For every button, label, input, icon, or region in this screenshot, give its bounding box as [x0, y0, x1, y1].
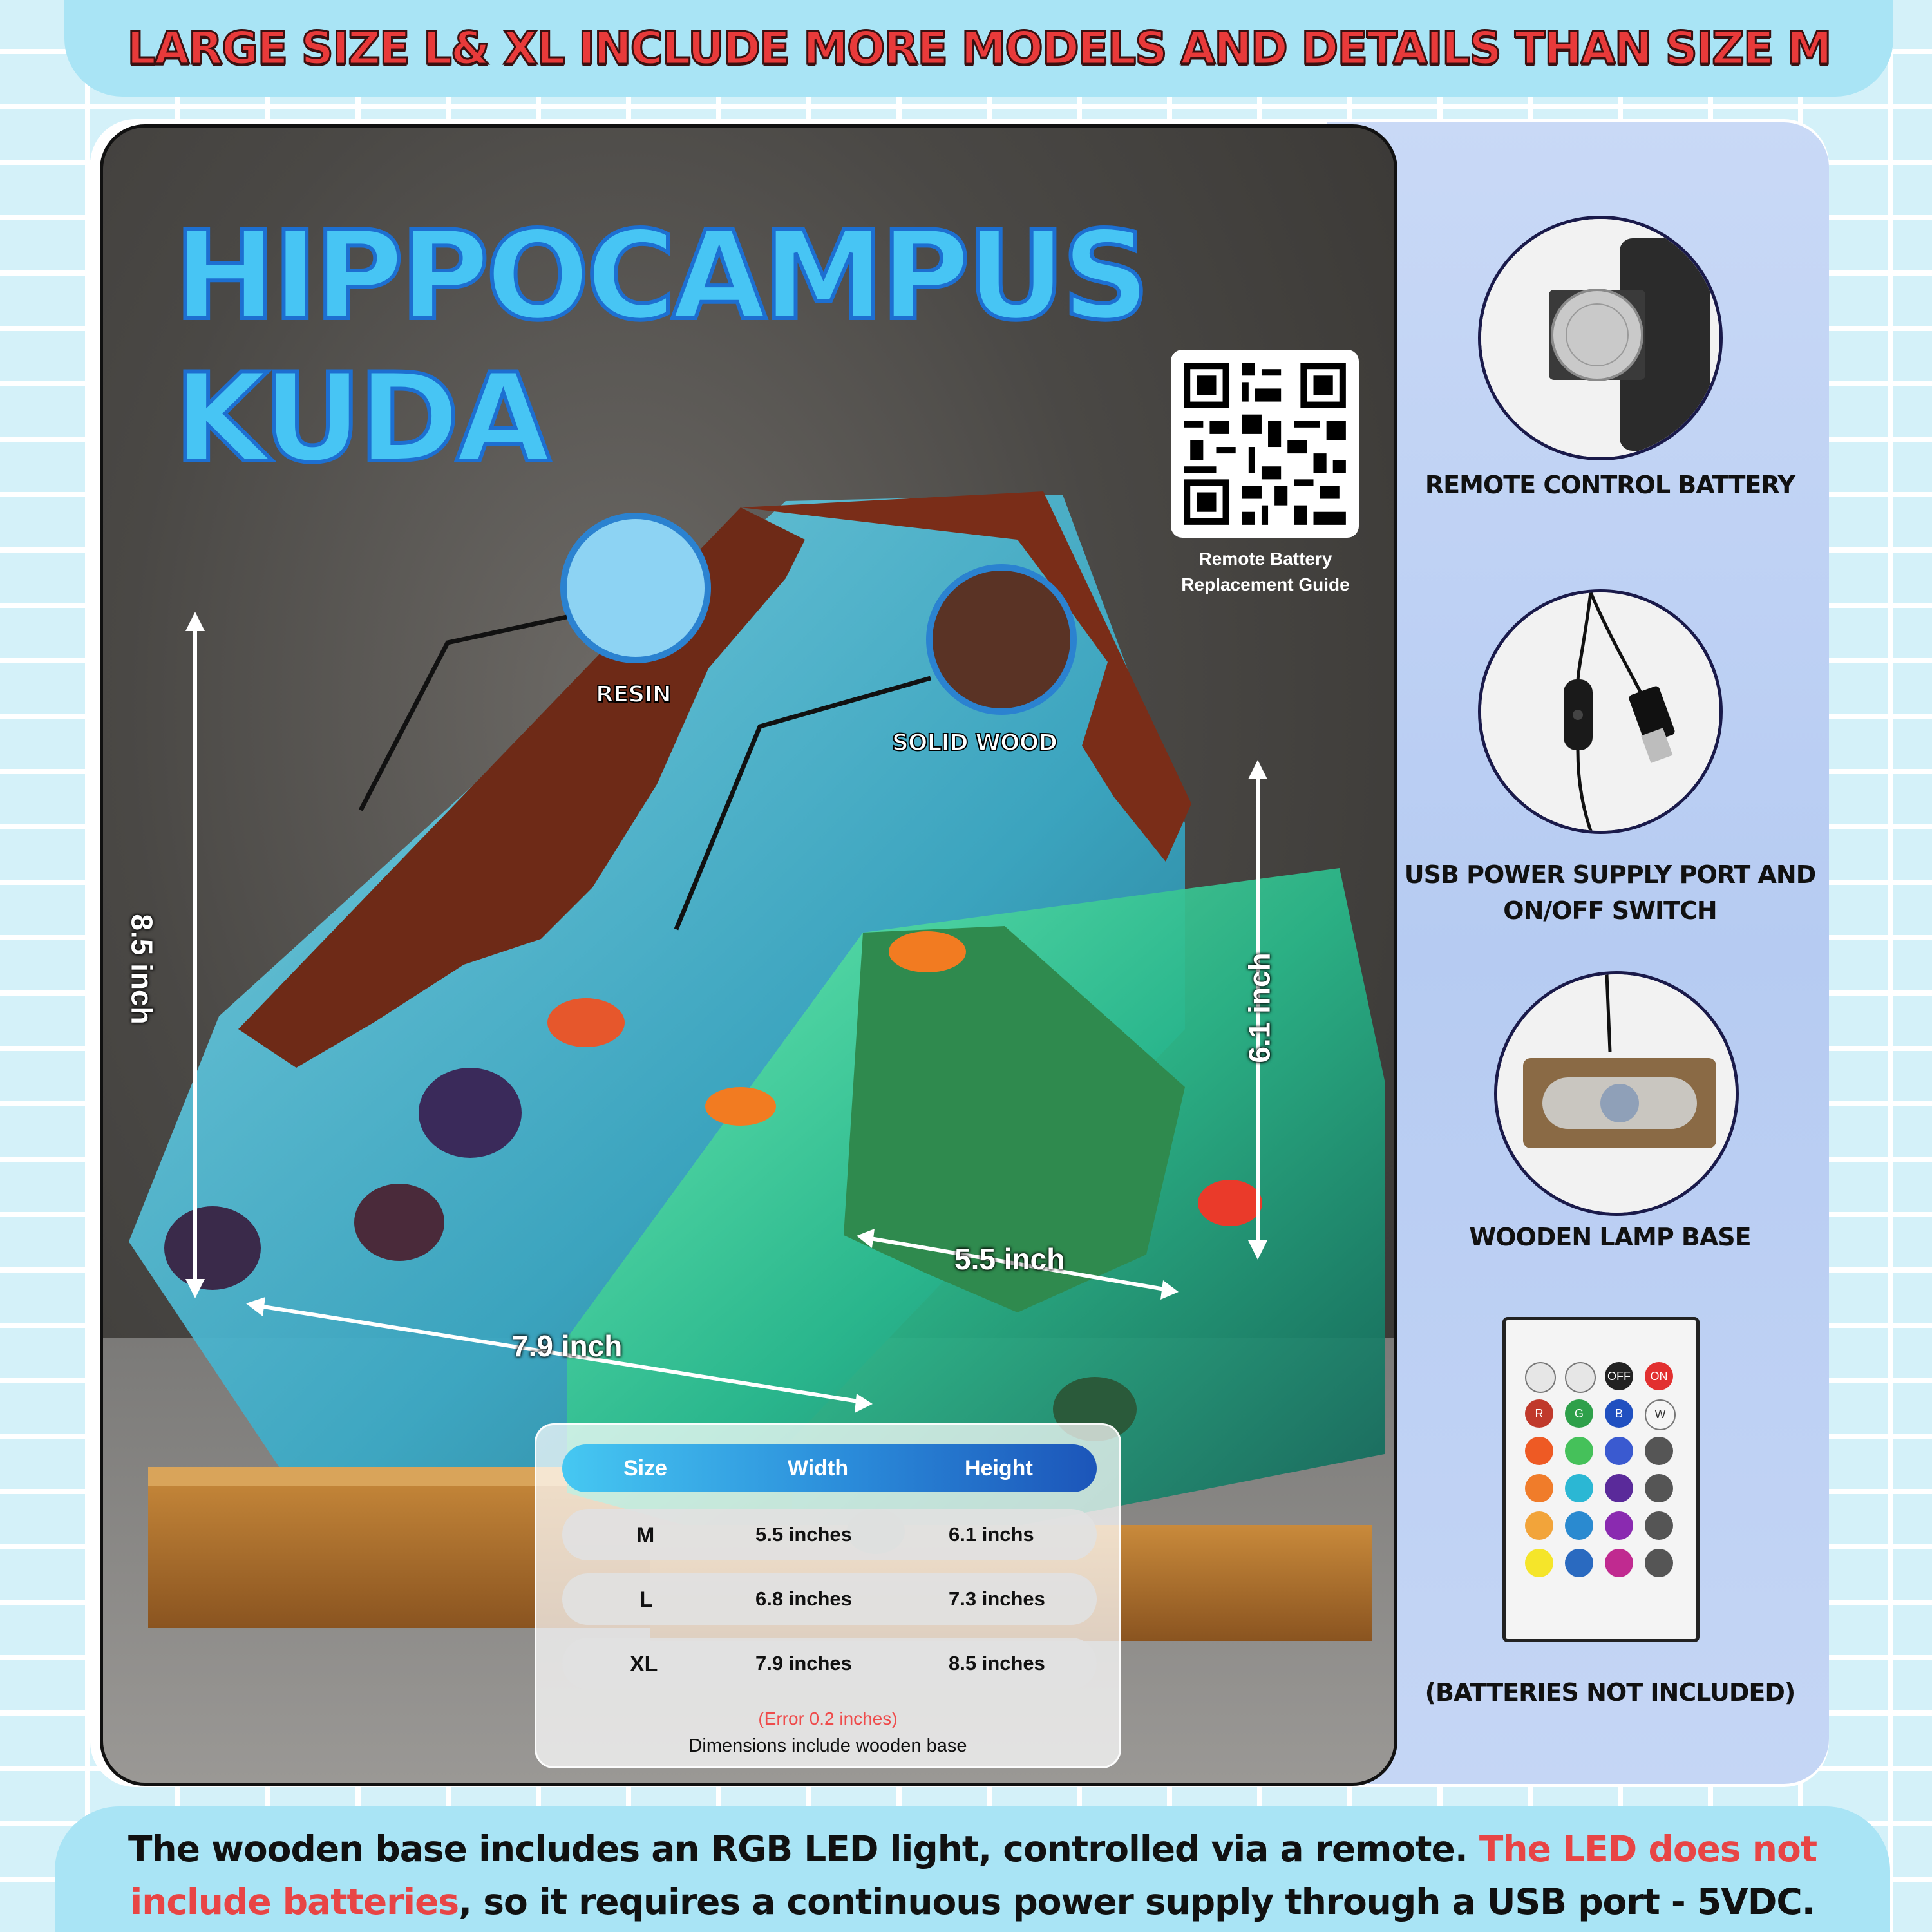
strobe-button — [1645, 1474, 1673, 1502]
header-height: Height — [965, 1456, 1033, 1481]
color-button — [1605, 1549, 1633, 1577]
color-button — [1525, 1511, 1553, 1540]
row-size: L — [639, 1587, 653, 1612]
size-table-header — [562, 1444, 1097, 1492]
batteries-note: (BATTERIES NOT INCLUDED) — [1425, 1678, 1795, 1707]
battery-photo — [1478, 216, 1723, 460]
qr-caption-line1: Remote Battery — [1198, 549, 1332, 569]
color-button — [1525, 1437, 1553, 1465]
size-table — [535, 1423, 1121, 1768]
color-button — [1525, 1549, 1553, 1577]
usb-label — [1385, 857, 1835, 929]
row-height: 8.5 inches — [949, 1652, 1045, 1674]
fade-button — [1645, 1511, 1673, 1540]
banner-headline: LARGE SIZE L& XL INCLUDE MORE MODELS AND DETAILS THAN SIZE M — [127, 22, 1831, 75]
footer-warning: The LED does not include batteries — [130, 1828, 1817, 1922]
footer-part1: The wooden base includes an RGB LED light, controlled via a remote. — [128, 1828, 1479, 1870]
color-button — [1565, 1549, 1593, 1577]
header-width: Width — [788, 1456, 849, 1481]
product-title: HIPPOCAMPUS KUDA — [174, 205, 1146, 489]
color-button — [1605, 1474, 1633, 1502]
wooden-base-icon — [1497, 974, 1736, 1213]
row-size: M — [636, 1523, 655, 1548]
width-large-label: 7.9 inch — [512, 1329, 623, 1363]
remote-control — [1502, 1317, 1700, 1642]
flash-button — [1645, 1437, 1673, 1465]
color-button — [1565, 1511, 1593, 1540]
row-width: 6.8 inches — [755, 1587, 852, 1610]
resin-label: RESIN — [596, 681, 671, 708]
error-note: (Error 0.2 inches) — [758, 1709, 898, 1728]
base-note: Dimensions include wooden base — [688, 1736, 967, 1756]
table-row — [562, 1573, 1097, 1625]
off-button: OFF — [1605, 1362, 1633, 1390]
usb-label-line1: USB POWER SUPPLY PORT AND — [1404, 860, 1816, 889]
smooth-button — [1645, 1549, 1673, 1577]
color-button — [1525, 1474, 1553, 1502]
color-button — [1565, 1474, 1593, 1502]
top-banner — [64, 0, 1893, 97]
footer-text — [90, 1823, 1855, 1928]
table-row — [562, 1638, 1097, 1689]
row-width: 7.9 inches — [755, 1652, 852, 1674]
coin-battery-icon — [1481, 219, 1719, 457]
wooden-base-photo — [1494, 971, 1739, 1216]
color-button — [1565, 1437, 1593, 1465]
white-button: W — [1645, 1399, 1676, 1430]
brightness-down-icon — [1525, 1362, 1556, 1393]
height-small-label: 6.1 inch — [1242, 952, 1276, 1063]
battery-label: REMOTE CONTROL BATTERY — [1425, 471, 1795, 499]
green-button: G — [1565, 1399, 1593, 1428]
header-size: Size — [623, 1456, 668, 1481]
usb-cable-photo — [1478, 589, 1723, 834]
blue-button: B — [1605, 1399, 1633, 1428]
row-height: 6.1 inchs — [949, 1523, 1034, 1546]
solid-wood-label: SOLID WOOD — [892, 730, 1057, 756]
usb-cable-icon — [1481, 592, 1719, 831]
brightness-up-icon — [1565, 1362, 1596, 1393]
qr-caption — [1133, 546, 1397, 598]
qr-code-icon — [1171, 350, 1359, 538]
color-button — [1605, 1437, 1633, 1465]
row-width: 5.5 inches — [755, 1523, 852, 1546]
row-size: XL — [630, 1652, 658, 1676]
footer-part3: , so it requires a continuous power supply through a USB port - 5VDC. — [459, 1881, 1815, 1922]
color-button — [1605, 1511, 1633, 1540]
wooden-base-label: WOODEN LAMP BASE — [1469, 1223, 1751, 1251]
qr-code[interactable] — [1171, 350, 1359, 538]
table-row — [562, 1509, 1097, 1560]
red-button: R — [1525, 1399, 1553, 1428]
height-large-label: 8.5 inch — [125, 914, 159, 1025]
width-small-label: 5.5 inch — [954, 1242, 1065, 1276]
usb-label-line2: ON/OFF SWITCH — [1503, 896, 1717, 925]
qr-caption-line2: Replacement Guide — [1181, 574, 1350, 594]
row-height: 7.3 inches — [949, 1587, 1045, 1610]
on-button: ON — [1645, 1362, 1673, 1390]
